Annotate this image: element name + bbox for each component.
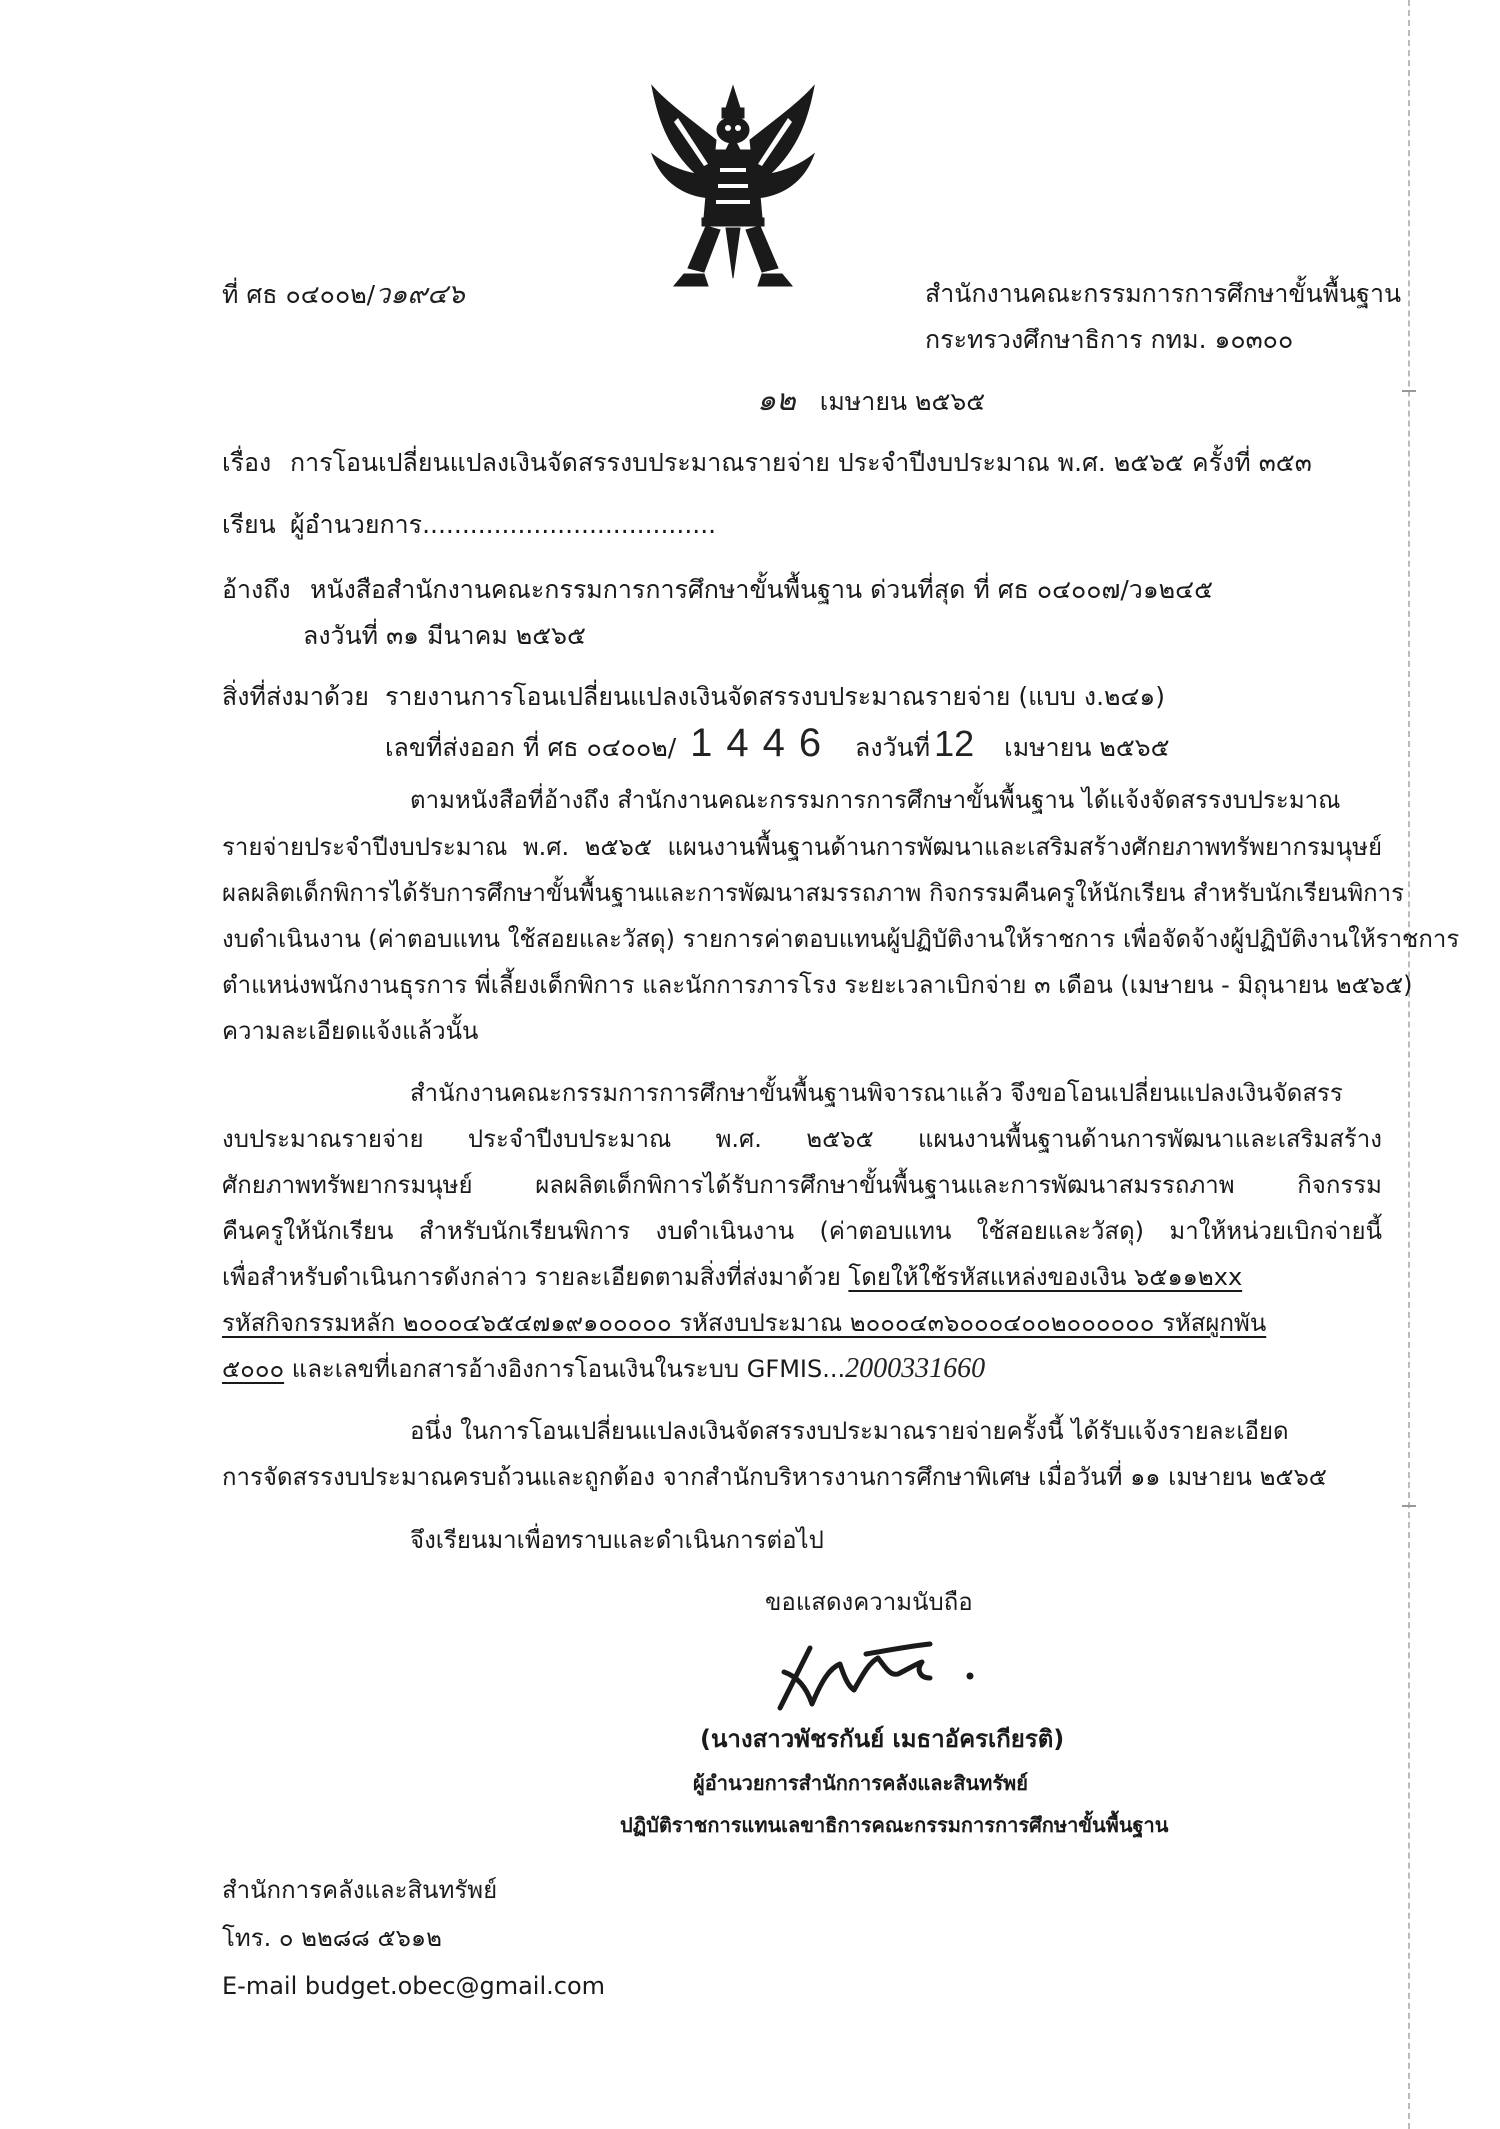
para1-line4: งบดำเนินงาน (ค่าตอบแทน ใช้สอยและวัสดุ) รายการค่าตอบแทนผู้ปฏิบัติงานให้ราชการ เพื่อจัดจ้างผู้ปฏิบัติงานให้ราชการ xyxy=(222,925,1460,953)
signatory-title1: ผู้อำนวยการสำนักการคลังและสินทรัพย์ xyxy=(693,1771,1028,1795)
margin-fold-line xyxy=(1408,0,1410,2129)
date-month-year: เมษายน ๒๕๖๕ xyxy=(819,387,986,416)
regards: ขอแสดงความนับถือ xyxy=(765,1588,973,1616)
para1-line6: ความละเอียดแจ้งแล้วนั้น xyxy=(222,1017,479,1045)
para2-line4: คืนครูให้นักเรียน สำหรับนักเรียนพิการ งบดำเนินงาน (ค่าตอบแทน ใช้สอยและวัสดุ) มาให้หน่วยเบิกจ่ายนี้ xyxy=(222,1217,1382,1245)
garuda-emblem-icon xyxy=(648,78,818,288)
budget-codes-line: รหัสกิจกรรมหลัก ๒๐๐๐๔๖๕๔๗๑๙๑๐๐๐๐๐ รหัสงบประมาณ ๒๐๐๐๔๓๖๐๐๐๔๐๐๒๐๐๐๐๐๐ รหัสผูกพัน xyxy=(222,1309,1267,1337)
reference-line1: หนังสือสำนักงานคณะกรรมการการศึกษาขั้นพื้นฐาน ด่วนที่สุด ที่ ศธ ๐๔๐๐๗/ว๑๒๔๕ xyxy=(310,575,1214,604)
footer-email: E-mail budget.obec@gmail.com xyxy=(222,1972,606,2000)
export-month-year: เมษายน ๒๕๖๕ xyxy=(1004,733,1170,762)
para3-line2: การจัดสรรงบประมาณครบถ้วนและถูกต้อง จากสำนักบริหารงานการศึกษาพิเศษ เมื่อวันที่ ๑๑ เมษายน ๒๕๖๕ xyxy=(222,1463,1327,1491)
recipient-text: ผู้อำนวยการ..................................... xyxy=(290,510,717,539)
doc-number-prefix: ที่ ศธ ๐๔๐๐๒/ xyxy=(222,280,376,309)
subject-text: การโอนเปลี่ยนแปลงเงินจัดสรรงบประมาณรายจ่าย ประจำปีงบประมาณ พ.ศ. ๒๕๖๕ ครั้งที่ ๓๕๓ xyxy=(290,448,1312,477)
para2-line7 xyxy=(222,1352,985,1386)
para1-line3: ผลผลิตเด็กพิการได้รับการศึกษาขั้นพื้นฐานและการพัฒนาสมรรถภาพ กิจกรรมคืนครูให้นักเรียน สำหรับนักเรียนพิการ xyxy=(222,879,1405,907)
para2-line2: งบประมาณรายจ่าย ประจำปีงบประมาณ พ.ศ. ๒๕๖๕ แผนงานพื้นฐานด้านการพัฒนาและเสริมสร้าง xyxy=(222,1125,1382,1153)
para2-line3: ศักยภาพทรัพยากรมนุษย์ ผลผลิตเด็กพิการได้รับการศึกษาขั้นพื้นฐานและการพัฒนาสมรรถภาพ กิจกรรม xyxy=(222,1171,1382,1199)
closing-line: จึงเรียนมาเพื่อทราบและดำเนินการต่อไป xyxy=(410,1526,824,1554)
export-day-handwritten: 12 xyxy=(934,723,975,764)
para2-line1: สำนักงานคณะกรรมการการศึกษาขั้นพื้นฐานพิจารณาแล้ว จึงขอโอนเปลี่ยนแปลงเงินจัดสรร xyxy=(410,1079,1343,1107)
office-name-line2: กระทรวงศึกษาธิการ กทม. ๑๐๓๐๐ xyxy=(925,325,1294,354)
margin-tick xyxy=(1402,1505,1416,1507)
handwritten-signature-icon xyxy=(770,1628,1000,1718)
commitment-code: ๕๐๐๐ xyxy=(222,1355,285,1383)
date-day-handwritten: ๑๒ xyxy=(757,384,796,417)
para1-line2: รายจ่ายประจำปีงบประมาณ พ.ศ. ๒๕๖๕ แผนงานพื้นฐานด้านการพัฒนาและเสริมสร้างศักยภาพทรัพยากรมนุษย์ xyxy=(222,833,1382,861)
para3-line1: อนึ่ง ในการโอนเปลี่ยนแปลงเงินจัดสรรงบประมาณรายจ่ายครั้งนี้ ได้รับแจ้งรายละเอียด xyxy=(410,1417,1289,1445)
export-date-label: ลงวันที่ xyxy=(855,733,931,762)
recipient-label: เรียน xyxy=(222,510,276,539)
signatory-name: (นางสาวพัชรกันย์ เมธาอัครเกียรติ) xyxy=(700,1725,1065,1753)
footer-phone: โทร. ๐ ๒๒๘๘ ๕๖๑๒ xyxy=(222,1924,442,1952)
para2-line5-plain: เพื่อสำหรับดำเนินการดังกล่าว รายละเอียดตามสิ่งที่ส่งมาด้วย xyxy=(222,1263,849,1291)
gfmis-label: และเลขที่เอกสารอ้างอิงการโอนเงินในระบบ GFMIS... xyxy=(284,1355,846,1383)
fund-source-code: โดยให้ใช้รหัสแหล่งของเงิน ๖๕๑๑๒xx xyxy=(848,1263,1243,1291)
export-number-handwritten: 1446 xyxy=(690,721,836,765)
gfmis-number-handwritten: 2000331660 xyxy=(845,1353,986,1384)
subject-label: เรื่อง xyxy=(222,448,272,477)
enclosure-line2 xyxy=(385,721,1170,765)
footer-dept: สำนักการคลังและสินทรัพย์ xyxy=(222,1876,498,1904)
para1-line5: ตำแหน่งพนักงานธุรการ พี่เลี้ยงเด็กพิการ และนักการภารโรง ระยะเวลาเบิกจ่าย ๓ เดือน (เมษายน - มิถุนายน ๒๕๖๕) xyxy=(222,971,1413,999)
office-name-line1: สำนักงานคณะกรรมการการศึกษาขั้นพื้นฐาน xyxy=(925,279,1402,308)
margin-tick xyxy=(1402,390,1416,392)
doc-number-handwritten: ว๑๙๔๖ xyxy=(375,279,465,309)
doc-number xyxy=(222,277,465,312)
para1-line1: ตามหนังสือที่อ้างถึง สำนักงานคณะกรรมการการศึกษาขั้นพื้นฐาน ได้แจ้งจัดสรรงบประมาณ xyxy=(410,786,1341,814)
reference-line2: ลงวันที่ ๓๑ มีนาคม ๒๕๖๕ xyxy=(303,621,586,650)
para2-line5 xyxy=(222,1260,1242,1294)
reference-label: อ้างถึง xyxy=(222,575,291,604)
export-number-prefix: เลขที่ส่งออก ที่ ศธ ๐๔๐๐๒/ xyxy=(385,733,677,762)
document-date xyxy=(757,384,985,419)
enclosure-label: สิ่งที่ส่งมาด้วย xyxy=(222,682,369,711)
enclosure-line1: รายงานการโอนเปลี่ยนแปลงเงินจัดสรรงบประมาณรายจ่าย (แบบ ง.๒๔๑) xyxy=(385,682,1166,711)
signatory-title2: ปฏิบัติราชการแทนเลขาธิการคณะกรรมการการศึกษาขั้นพื้นฐาน xyxy=(620,1813,1169,1837)
